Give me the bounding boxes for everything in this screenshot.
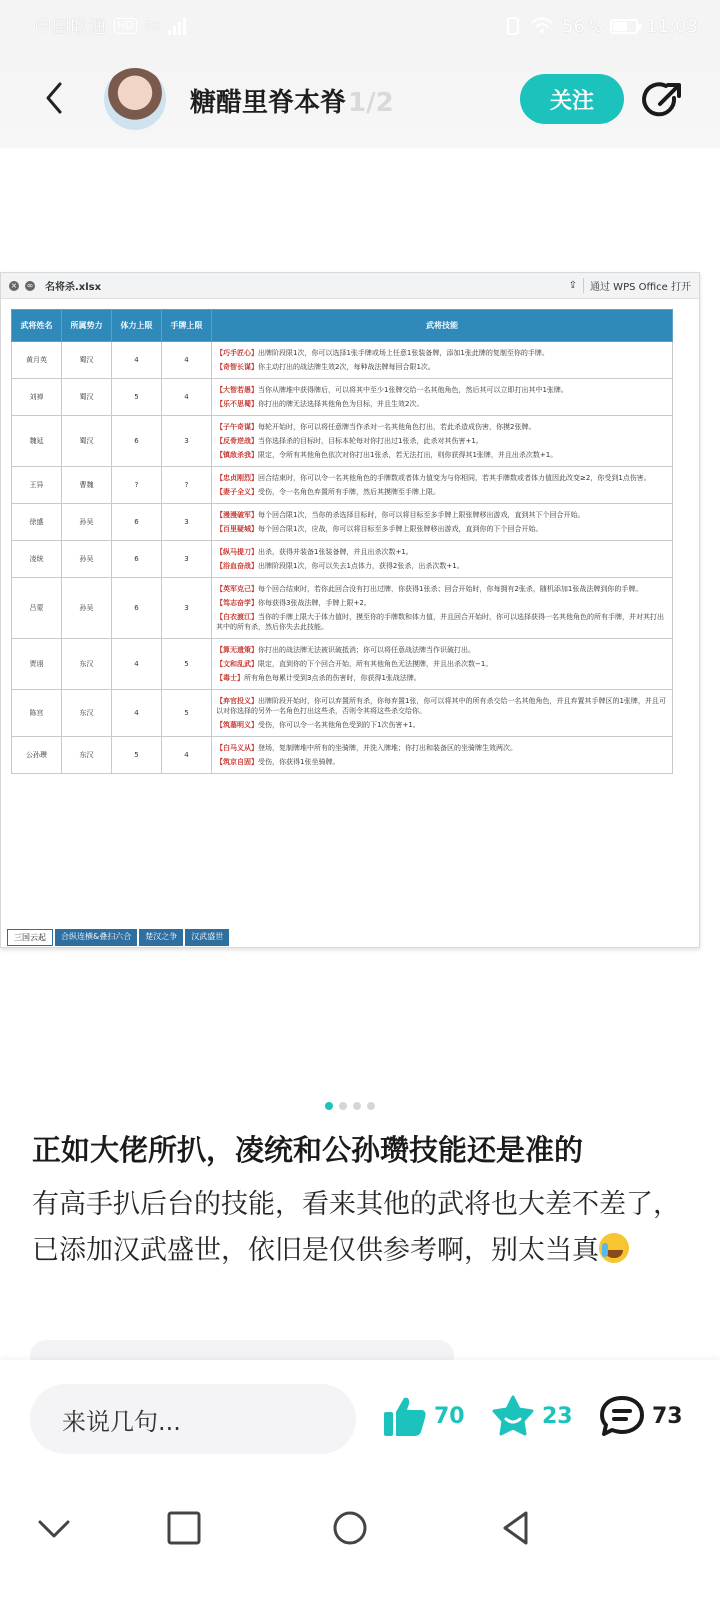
cell-skills bbox=[212, 578, 673, 639]
skill-entry bbox=[216, 561, 668, 571]
skill-entry bbox=[216, 450, 668, 460]
cell-skills bbox=[212, 342, 673, 379]
cell-skills bbox=[212, 541, 673, 578]
skill-text: 你主动打出的战法牌生效2次，每种战法牌每回合限1次。 bbox=[258, 363, 435, 371]
skill-text: 受伤，你获得1张坐骑牌。 bbox=[258, 758, 340, 766]
link-icon: ∞ bbox=[26, 280, 34, 290]
favorite-count: 23 bbox=[542, 1403, 573, 1429]
cell-hand: 3 bbox=[162, 504, 212, 541]
cell-name: 徐盛 bbox=[12, 504, 62, 541]
table-row bbox=[12, 578, 673, 639]
chevron-down-icon[interactable] bbox=[34, 1508, 74, 1548]
cell-skills bbox=[212, 690, 673, 737]
cell-name: 黄月英 bbox=[12, 342, 62, 379]
skill-text: 你打出的战法牌无法被识破抵消；你可以将任意战法牌当作识破打出。 bbox=[258, 646, 475, 654]
skill-name: 【巧手匠心】 bbox=[216, 349, 258, 357]
sheet-tabs bbox=[7, 929, 229, 946]
sheet-toolbar bbox=[1, 273, 699, 299]
cell-skills bbox=[212, 737, 673, 774]
skill-entry bbox=[216, 436, 668, 446]
skill-entry bbox=[216, 743, 668, 753]
table-row bbox=[12, 690, 673, 737]
skill-entry bbox=[216, 399, 668, 409]
skill-entry bbox=[216, 473, 668, 483]
skill-entry bbox=[216, 645, 668, 655]
skill-name: 【文和乱武】 bbox=[216, 660, 258, 668]
avatar[interactable] bbox=[104, 68, 166, 130]
cell-hand: 3 bbox=[162, 541, 212, 578]
vibrate-icon bbox=[504, 16, 522, 36]
back-icon[interactable] bbox=[36, 78, 76, 118]
skill-entry bbox=[216, 422, 668, 432]
skill-entry bbox=[216, 584, 668, 594]
cell-name: 陈宫 bbox=[12, 690, 62, 737]
like-icon bbox=[382, 1394, 428, 1438]
battery-icon bbox=[610, 19, 638, 34]
skill-text: 回合结束时，你可以令一名其他角色的手牌数或者体力值变为与你相同，若其手牌数或者体力值因此改变≥2，你受到1点伤害。 bbox=[258, 474, 651, 482]
table-row bbox=[12, 416, 673, 467]
skill-text: 受伤，令一名角色弃置所有手牌，然后其摸牌至手牌上限。 bbox=[258, 488, 440, 496]
skill-text: 你每获得3张战法牌，手牌上限+2。 bbox=[258, 599, 371, 607]
cell-faction: 曹魏 bbox=[62, 467, 112, 504]
cell-skills bbox=[212, 504, 673, 541]
comment-input[interactable]: 来说几句... bbox=[30, 1384, 356, 1454]
skill-text: 限定，直到你的下个回合开始，所有其他角色无法摸牌，并且出杀次数−1。 bbox=[258, 660, 493, 668]
cell-name: 凌统 bbox=[12, 541, 62, 578]
skill-text: 出杀，获得并装备1张装备牌，并且出杀次数+1。 bbox=[258, 548, 413, 556]
wifi-icon bbox=[530, 16, 554, 36]
cell-faction: 东汉 bbox=[62, 690, 112, 737]
skill-text: 出牌阶段限1次，你可以失去1点体力，获得2张杀，出杀次数+1。 bbox=[258, 562, 464, 570]
nav-home-icon[interactable] bbox=[330, 1508, 370, 1548]
skill-name: 【妻子全义】 bbox=[216, 488, 258, 496]
skill-name: 【乐不思蜀】 bbox=[216, 400, 258, 408]
favorite-button[interactable] bbox=[490, 1394, 573, 1438]
skill-name: 【浴血奋战】 bbox=[216, 562, 258, 570]
skill-name: 【大智若愚】 bbox=[216, 386, 258, 394]
clock: 11:03 bbox=[646, 15, 698, 37]
cell-hand: 5 bbox=[162, 690, 212, 737]
skill-name: 【纵马提刀】 bbox=[216, 548, 258, 556]
skill-text: 每个回合结束时，若你此回合没有打出过牌，你获得1张杀；回合开始时，你每拥有2张杀，随机添加1张战法牌到你的手牌。 bbox=[258, 585, 643, 593]
column-header: 所属势力 bbox=[62, 310, 112, 342]
author-name[interactable]: 糖醋里脊本脊1/2 bbox=[190, 88, 394, 118]
cell-faction: 孙吴 bbox=[62, 504, 112, 541]
skill-name: 【漫漫破军】 bbox=[216, 511, 258, 519]
cell-name: 吕蒙 bbox=[12, 578, 62, 639]
skill-name: 【筑京自固】 bbox=[216, 758, 258, 766]
skill-text: 所有角色每累计受到3点杀的伤害时，你获得1张战法牌。 bbox=[244, 674, 421, 682]
skill-text: 当你选择杀的目标时，目标本轮每对你打出过1张杀，此杀对其伤害+1。 bbox=[258, 437, 483, 445]
column-header: 武将技能 bbox=[212, 310, 673, 342]
cell-hp: 4 bbox=[112, 342, 162, 379]
skill-entry bbox=[216, 757, 668, 767]
nav-back-icon[interactable] bbox=[496, 1508, 536, 1548]
carousel-dot bbox=[367, 1102, 375, 1110]
skill-entry bbox=[216, 598, 668, 608]
sheet-tab: 楚汉之争 bbox=[139, 929, 183, 946]
skill-name: 【毒士】 bbox=[216, 674, 244, 682]
page-indicator: 1/2 bbox=[348, 88, 394, 118]
cell-name: 公孙瓒 bbox=[12, 737, 62, 774]
skill-name: 【子午奇谋】 bbox=[216, 423, 258, 431]
cell-hp: 4 bbox=[112, 690, 162, 737]
carousel-dot bbox=[325, 1102, 333, 1110]
skill-text: 每轮开始时，你可以将任意牌当作杀对一名其他角色打出，若此杀造成伤害，你摸2张牌。 bbox=[258, 423, 536, 431]
skill-text: 出牌阶段开始时，你可以弃置所有杀，你每弃置1张，你可以将其中的所有杀交给一名其他角色，并且弃置其手牌区的1张牌，并且可以对你选择的另外一名角色打出这些杀，否则令其将这些杀交给你。 bbox=[216, 697, 666, 715]
skill-name: 【反骨逆战】 bbox=[216, 437, 258, 445]
bottom-action-bar bbox=[0, 1360, 720, 1478]
cell-hp: 6 bbox=[112, 504, 162, 541]
carousel-dots bbox=[325, 1102, 375, 1110]
table-header-row bbox=[12, 310, 673, 342]
skill-entry bbox=[216, 673, 668, 683]
carousel-dot bbox=[339, 1102, 347, 1110]
status-bar bbox=[0, 0, 720, 52]
skill-entry bbox=[216, 547, 668, 557]
export-icon: ⇪ bbox=[568, 280, 577, 291]
cell-hp: 5 bbox=[112, 379, 162, 416]
comment-count: 73 bbox=[652, 1403, 683, 1429]
skill-text: 当你的手牌上限大于体力值时，摸至你的手牌数和体力值，并且回合开始时，你可以选择获得一名其他角色的所有手牌，并对其打出其中的所有杀，然后你失去此技能。 bbox=[216, 613, 664, 631]
table-row bbox=[12, 504, 673, 541]
like-button[interactable] bbox=[382, 1394, 465, 1438]
like-count: 70 bbox=[434, 1403, 465, 1429]
skill-text: 登场，复制牌堆中所有的坐骑牌，并洗入牌堆；你打出和装备区的坐骑牌生效两次。 bbox=[258, 744, 517, 752]
cell-hp: 6 bbox=[112, 541, 162, 578]
skill-entry bbox=[216, 659, 668, 669]
cell-hand: ? bbox=[162, 467, 212, 504]
post-title: 正如大佬所扒，凌统和公孙瓒技能还是准的 bbox=[32, 1133, 584, 1167]
cell-hand: 5 bbox=[162, 639, 212, 690]
cell-faction: 东汉 bbox=[62, 639, 112, 690]
sheet-tab: 汉武盛世 bbox=[185, 929, 229, 946]
carrier-name: 中国联通 bbox=[34, 17, 106, 38]
table-row bbox=[12, 541, 673, 578]
skill-text: 每个回合限1次，应战，你可以将目标至多手牌上限张牌移出游戏，直到你的下个回合开始。 bbox=[258, 525, 543, 533]
cell-name: 刘禅 bbox=[12, 379, 62, 416]
cell-name: 贾诩 bbox=[12, 639, 62, 690]
skill-entry bbox=[216, 510, 668, 520]
cell-faction: 孙吴 bbox=[62, 578, 112, 639]
cell-hand: 3 bbox=[162, 416, 212, 467]
skill-text: 限定，令所有其他角色依次对你打出1张杀，若无法打出，则你获得其1张牌，并且出杀次数+1。 bbox=[258, 451, 558, 459]
cell-hp: 5 bbox=[112, 737, 162, 774]
cell-skills bbox=[212, 467, 673, 504]
follow-button[interactable]: 关注 bbox=[520, 74, 624, 124]
cell-skills bbox=[212, 379, 673, 416]
cell-faction: 蜀汉 bbox=[62, 416, 112, 467]
post-header bbox=[0, 52, 720, 148]
system-nav-bar bbox=[0, 1478, 720, 1612]
star-icon bbox=[490, 1394, 536, 1438]
table-row bbox=[12, 379, 673, 416]
skill-name: 【白衣渡江】 bbox=[216, 613, 258, 621]
skill-name: 【奇智长谋】 bbox=[216, 363, 258, 371]
cell-hp: ? bbox=[112, 467, 162, 504]
cell-faction: 孙吴 bbox=[62, 541, 112, 578]
table-row bbox=[12, 467, 673, 504]
cell-faction: 东汉 bbox=[62, 737, 112, 774]
comment-icon bbox=[598, 1394, 646, 1438]
cell-hand: 4 bbox=[162, 342, 212, 379]
skill-name: 【笃志奋学】 bbox=[216, 599, 258, 607]
cell-skills bbox=[212, 416, 673, 467]
column-header: 手牌上限 bbox=[162, 310, 212, 342]
sheet-tab: 合纵连横&叠扫六合 bbox=[55, 929, 137, 946]
file-name: 名将杀.xlsx bbox=[45, 282, 102, 293]
cell-hp: 6 bbox=[112, 578, 162, 639]
battery-percent: 56% bbox=[562, 15, 603, 37]
cell-name: 魏延 bbox=[12, 416, 62, 467]
post-body-text: 有高手扒后台的技能，看来其他的武将也大差不差了，已添加汉武盛世，依旧是仅供参考啊，别太当真 bbox=[32, 1189, 680, 1266]
skill-text: 当你从牌堆中获得牌后，可以将其中至少1张牌交给一名其他角色，然后其可以立即打出其中1张牌。 bbox=[258, 386, 568, 394]
cell-hp: 6 bbox=[112, 416, 162, 467]
skill-entry bbox=[216, 362, 668, 372]
table-row bbox=[12, 639, 673, 690]
skill-text: 你打出的牌无法选择其他角色为目标，并且生效2次。 bbox=[258, 400, 424, 408]
skill-entry bbox=[216, 487, 668, 497]
skill-entry bbox=[216, 348, 668, 358]
spreadsheet-screenshot bbox=[0, 272, 700, 948]
skill-name: 【筑墓明义】 bbox=[216, 721, 258, 729]
network-type: 5G bbox=[144, 19, 161, 33]
skill-entry bbox=[216, 612, 668, 632]
table-row bbox=[12, 737, 673, 774]
skill-name: 【百里疑城】 bbox=[216, 525, 258, 533]
skill-name: 【弃官投义】 bbox=[216, 697, 258, 705]
general-table bbox=[11, 309, 673, 774]
table-row bbox=[12, 342, 673, 379]
carousel-dot bbox=[353, 1102, 361, 1110]
column-header: 武将姓名 bbox=[12, 310, 62, 342]
post-image[interactable] bbox=[0, 148, 720, 1148]
cell-skills bbox=[212, 639, 673, 690]
skill-entry bbox=[216, 720, 668, 730]
skill-text: 出牌阶段限1次，你可以选择1张手牌或场上任意1张装备牌，添加1张此牌的复制至你的手牌。 bbox=[258, 349, 549, 357]
skill-name: 【白马义从】 bbox=[216, 744, 258, 752]
skill-name: 【镇敌杀我】 bbox=[216, 451, 258, 459]
skill-name: 【忠贞刚烈】 bbox=[216, 474, 258, 482]
cell-faction: 蜀汉 bbox=[62, 342, 112, 379]
cell-hand: 3 bbox=[162, 578, 212, 639]
sheet-tab: 三国云起 bbox=[7, 929, 53, 946]
cell-faction: 蜀汉 bbox=[62, 379, 112, 416]
nav-recent-icon[interactable] bbox=[164, 1508, 204, 1548]
crying-emoji-icon bbox=[599, 1233, 629, 1263]
hd-badge: HD bbox=[114, 18, 137, 34]
skill-name: 【英军克己】 bbox=[216, 585, 258, 593]
skill-entry bbox=[216, 524, 668, 534]
close-icon: × bbox=[10, 280, 18, 290]
skill-text: 每个回合限1次，当你的杀选择目标时，你可以将目标至多手牌上限张牌移出游戏，直到其下个回合开始。 bbox=[258, 511, 585, 519]
comment-button[interactable] bbox=[598, 1394, 683, 1438]
column-header: 体力上限 bbox=[112, 310, 162, 342]
skill-entry bbox=[216, 696, 668, 716]
signal-icon bbox=[168, 17, 186, 35]
open-with-wps: 通过 WPS Office 打开 bbox=[583, 278, 691, 293]
skill-entry bbox=[216, 385, 668, 395]
cell-hand: 4 bbox=[162, 737, 212, 774]
share-icon[interactable] bbox=[640, 78, 686, 124]
skill-text: 受伤，你可以令一名其他角色受到的下1次伤害+1。 bbox=[258, 721, 420, 729]
cell-name: 王异 bbox=[12, 467, 62, 504]
cell-hp: 4 bbox=[112, 639, 162, 690]
cell-hand: 4 bbox=[162, 379, 212, 416]
skill-name: 【算无遗策】 bbox=[216, 646, 258, 654]
post-body bbox=[32, 1182, 692, 1274]
